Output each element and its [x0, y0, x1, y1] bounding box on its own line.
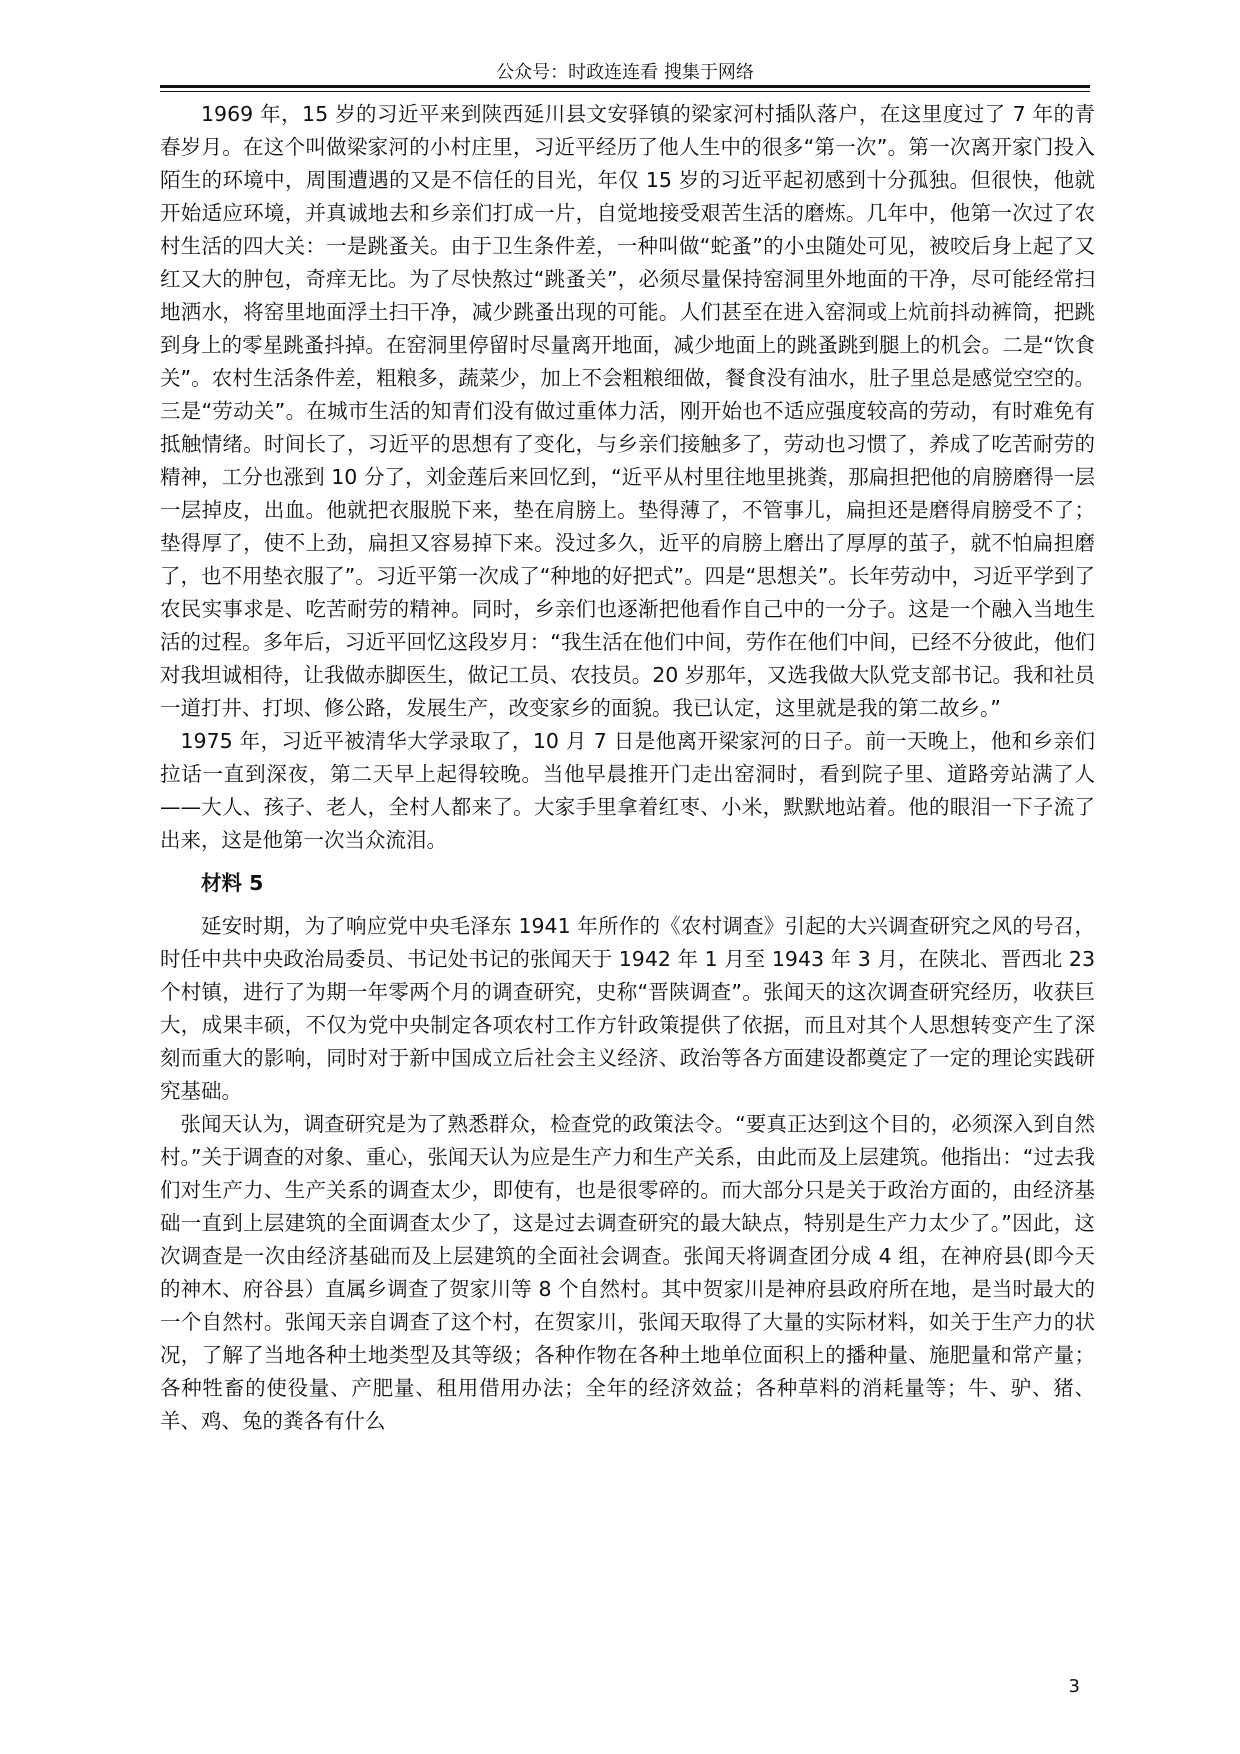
paragraph-4: 张闻天认为，调查研究是为了熟悉群众，检查党的政策法令。“要真正达到这个目的，必须深入到自然村。”关于调查的对象、重心，张闻天认为应是生产力和生产关系，由此而及上层建筑。他指出：“过去我们对生产力、生产关系的调查太少，即使有，也是很零碎的。而大部分只是关于政治方面的，由经济基础一直到上层建筑的全面调查太少了，这是过去调查研究的最大缺点，特别是生产力太少了。”因此，这次调查是一次由经济基础而及上层建筑的全面社会调查。张闻天将调查团分成 4 组，在神府县(即今天的神木、府谷县）直属乡调查了贺家川等 8 个自然村。其中贺家川是神府县政府所在地，是当时最大的一个自然村。张闻天亲自调查了这个村，在贺家川，张闻天取得了大量的实际材料，如关于生产力的状况，了解了当地各种土地类型及其等级；各种作物在各种土地单位面积上的播种量、施肥量和常产量；各种牲畜的使役量、产肥量、租用借用办法；全年的经济效益；各种草料的消耗量等；牛、驴、猪、羊、鸡、兔的粪各有什么 [160, 1112, 1095, 1433]
header-rule [160, 85, 1090, 88]
page-header: 公众号：时政连连看 搜集于网络 [496, 62, 754, 83]
header-rule-thin [160, 91, 1090, 92]
page-number: 3 [1068, 1676, 1080, 1697]
paragraph-2: 1975 年，习近平被清华大学录取了，10 月 7 日是他离开梁家河的日子。前一天晚上，他和乡亲们拉话一直到深夜，第二天早上起得较晚。当他早晨推开门走出窑洞时，看到院子里、道路旁站满了人——大人、孩子、老人，全村人都来了。大家手里拿着红枣、小米，默默地站着。他的眼泪一下子流了出来，这是他第一次当众流泪。 [160, 729, 1095, 852]
paragraph-3: 延安时期，为了响应党中央毛泽东 1941 年所作的《农村调查》引起的大兴调查研究之风的号召，时任中共中央政治局委员、书记处书记的张闻天于 1942 年 1 月至 1943 年 3 月，在陕北、晋西北 23 个村镇，进行了为期一年零两个月的调查研究，史称“晋陕调查”。张闻天的这次调查研究经历，收获巨大，成果丰硕，不仅为党中央制定各项农村工作方针政策提供了依据，而且对其个人思想转变产生了深刻而重大的影响，同时对于新中国成立后社会主义经济、政治等各方面建设都奠定了一定的理论实践研究基础。 [160, 914, 1095, 1103]
paragraph-1: 1969 年，15 岁的习近平来到陕西延川县文安驿镇的梁家河村插队落户，在这里度过了 7 年的青春岁月。在这个叫做梁家河的小村庄里，习近平经历了他人生中的很多“第一次”。第一次离开家门投入陌生的环境中，周围遭遇的又是不信任的目光，年仅 15 岁的习近平起初感到十分孤独。但很快，他就开始适应环境，并真诚地去和乡亲们打成一片，自觉地接受艰苦生活的磨炼。几年中，他第一次过了农村生活的四大关：一是跳蚤关。由于卫生条件差，一种叫做“蛇蚤”的小虫随处可见，被咬后身上起了又红又大的肿包，奇痒无比。为了尽快熬过“跳蚤关”，必须尽量保持窑洞里外地面的干净，尽可能经常扫地洒水，将窑里地面浮土扫干净，减少跳蚤出现的可能。人们甚至在进入窑洞或上炕前抖动裤筒，把跳到身上的零星跳蚤抖掉。在窑洞里停留时尽量离开地面，减少地面上的跳蚤跳到腿上的机会。二是“饮食关”。农村生活条件差，粗粮多，蔬菜少，加上不会粗粮细做，餐食没有油水，肚子里总是感觉空空的。三是“劳动关”。在城市生活的知青们没有做过重体力活，刚开始也不适应强度较高的劳动，有时难免有抵触情绪。时间长了，习近平的思想有了变化，与乡亲们接触多了，劳动也习惯了，养成了吃苦耐劳的精神，工分也涨到 10 分了，刘金莲后来回忆到，“近平从村里往地里挑粪，那扁担把他的肩膀磨得一层一层掉皮，出血。他就把衣服脱下来，垫在肩膀上。垫得薄了，不管事儿，扁担还是磨得肩膀受不了；垫得厚了，使不上劲，扁担又容易掉下来。没过多久，近平的肩膀上磨出了厚厚的茧子，就不怕扁担磨了，也不用垫衣服了”。习近平第一次成了“种地的好把式”。四是“思想关”。长年劳动中，习近平学到了农民实事求是、吃苦耐劳的精神。同时，乡亲们也逐渐把他看作自己中的一分子。这是一个融入当地生活的过程。多年后，习近平回忆这段岁月：“我生活在他们中间，劳作在他们中间，已经不分彼此，他们对我坦诚相待，让我做赤脚医生，做记工员、农技员。20 岁那年，又选我做大队党支部书记。我和社员一道打井、打坝、修公路，发展生产，改变家乡的面貌。我已认定，这里就是我的第二故乡。” [160, 102, 1095, 720]
section-title: 材料 5 [201, 871, 264, 895]
document-body [160, 98, 1095, 1438]
